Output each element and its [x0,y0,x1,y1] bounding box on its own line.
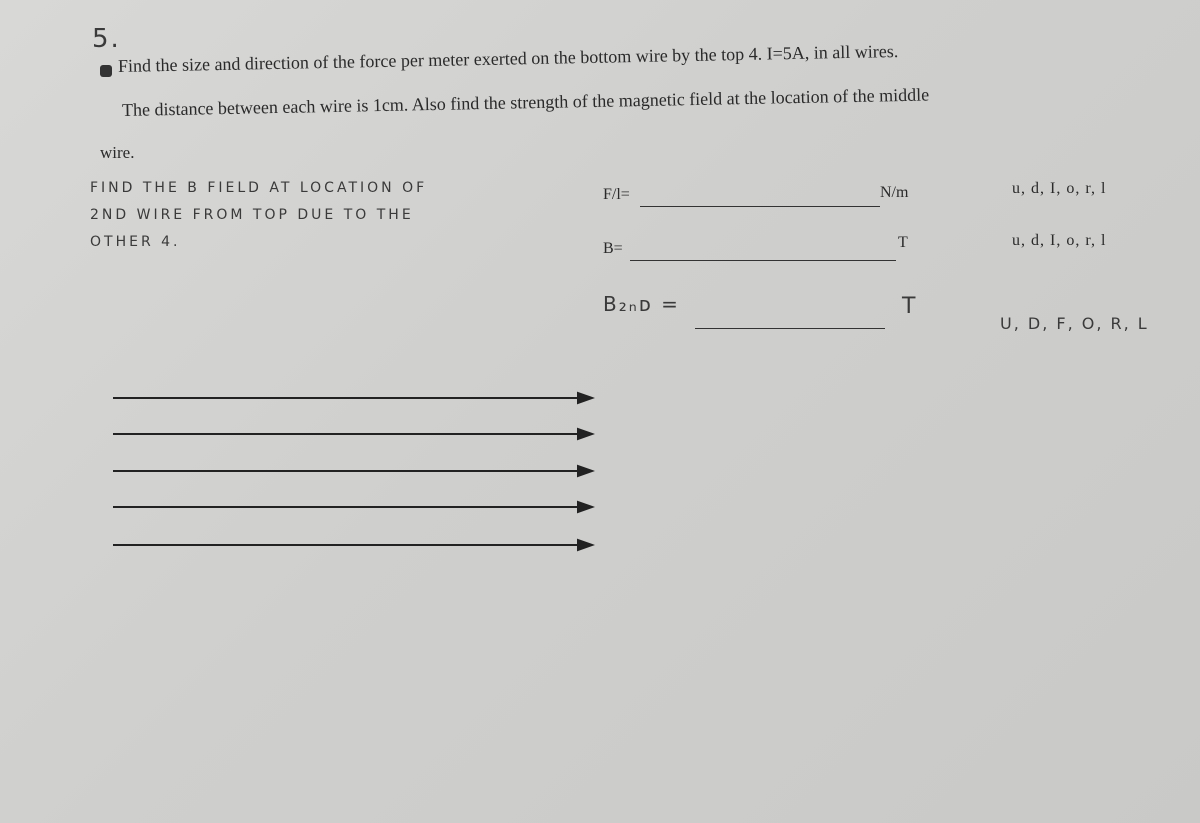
field-unit: T [898,234,908,251]
second-wire-field-variables: U, D, F, O, R, L [1000,314,1149,333]
second-wire-field-unit: T [902,294,918,319]
force-per-length-unit: N/m [880,184,909,201]
force-per-length-label: F/l= [603,186,630,203]
wire-4-arrow-icon [578,502,592,512]
question-text-line-1: Find the size and direction of the force per meter exerted on the bottom wire by the top 4. I=5A, in all wires. [117,41,899,76]
field-label: B= [603,240,623,257]
handwritten-note-line-1: FIND THE B FIELD AT LOCATION OF [90,180,428,196]
question-number: 5. [92,24,121,54]
second-wire-field-label: B₂ₙᴅ = [603,292,680,316]
wire-5-arrow-icon [578,540,592,550]
question-text-line-2: The distance between each wire is 1cm. Also find the strength of the magnetic field at the location of the middle [121,84,930,120]
wire-1-arrow-icon [578,393,592,403]
field-variables: u, d, I, o, r, l [1012,232,1107,249]
handwritten-note-line-3: OTHER 4. [90,234,181,250]
wire-3-arrow-icon [578,466,592,476]
wire-2-arrow-icon [578,429,592,439]
force-per-length-variables: u, d, I, o, r, l [1012,180,1107,197]
question-text-line-3: wire. [100,143,135,162]
handwritten-note-line-2: 2ND WIRE FROM TOP DUE TO THE [90,207,414,223]
